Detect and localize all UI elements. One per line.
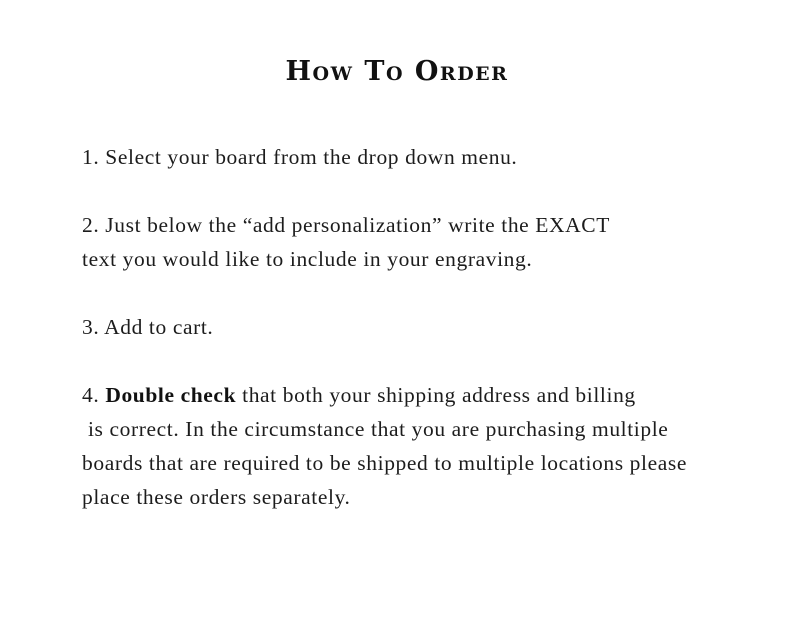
step-2-line-2: text you would like to include in your engraving. <box>82 247 533 271</box>
step-4-line-3: boards that are required to be shipped to multiple locations please <box>82 451 688 475</box>
step-2-line-1: 2. Just below the “add personalization” write the EXACT <box>82 213 610 237</box>
step-3-line-1: 3. Add to cart. <box>82 315 214 339</box>
step-2 <box>82 208 782 276</box>
step-4-line-1-rest: that both your shipping address and billing <box>236 383 636 407</box>
step-4-line-1 <box>82 378 782 412</box>
step-1 <box>82 140 782 174</box>
step-4 <box>82 378 782 514</box>
step-4-number: 4. <box>82 383 106 407</box>
order-steps <box>82 140 782 548</box>
step-1-line-1: 1. Select your board from the drop down menu. <box>82 145 518 169</box>
double-check-emphasis: Double check <box>105 383 237 407</box>
page-title: How To Order <box>285 56 509 87</box>
step-4-line-4: place these orders separately. <box>82 485 351 509</box>
step-3 <box>82 310 782 344</box>
step-4-line-2: is correct. In the circumstance that you are purchasing multiple <box>82 417 669 441</box>
